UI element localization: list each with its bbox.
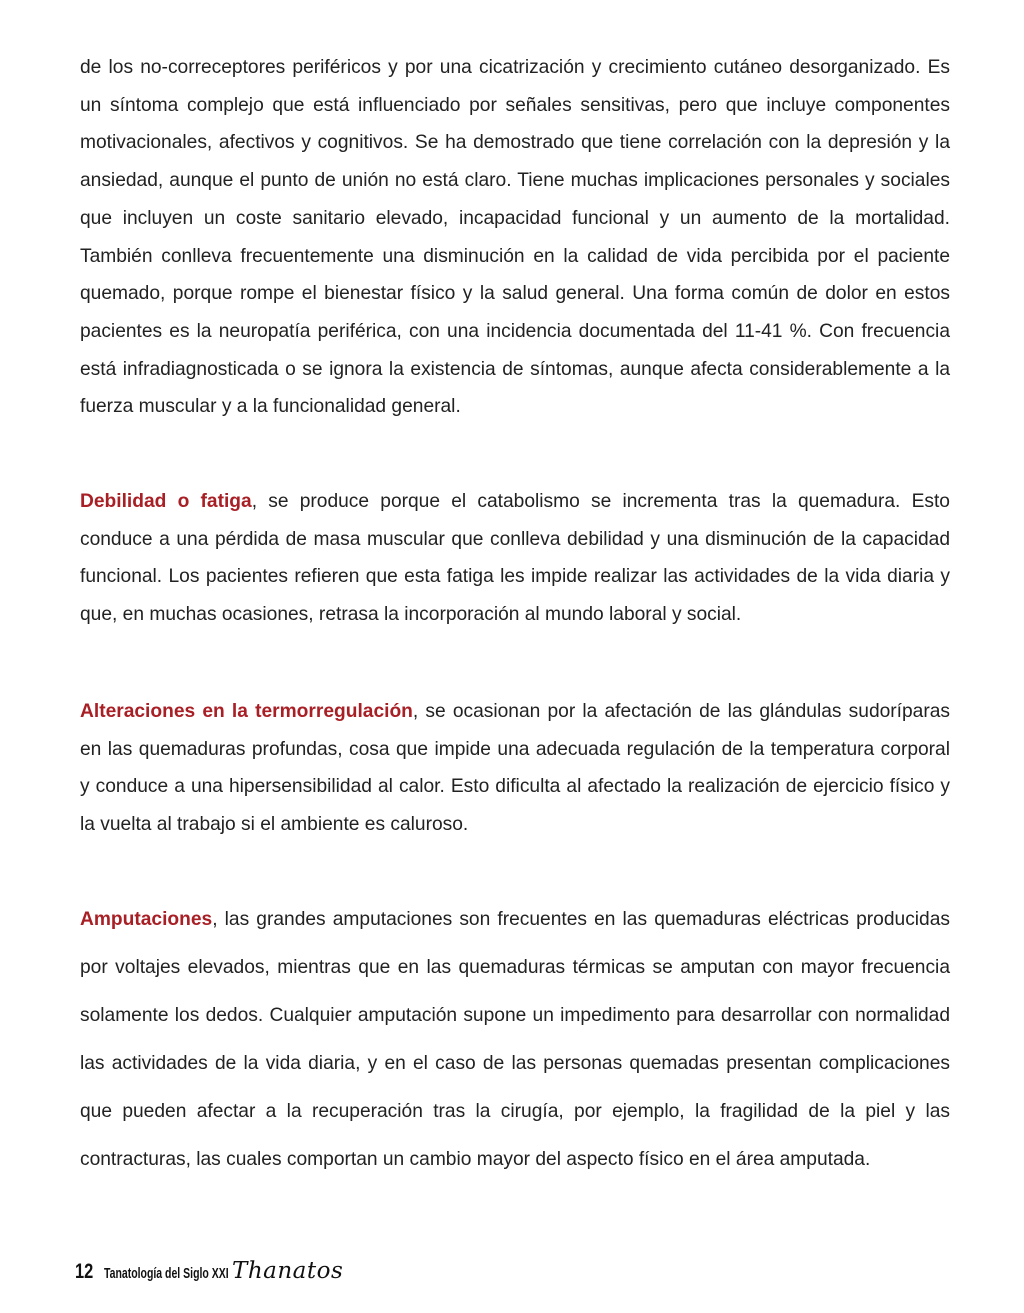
term-amputaciones: Amputaciones <box>80 909 213 930</box>
paragraph-pain-continuation: de los no-correceptores periféricos y por una cicatrización y crecimiento cutáneo desorganizado. Es un síntoma complejo que está influenciado por señales sensitivas, pero que incluye componentes motivacionales, afectivos y cognitivos. Se ha demostrado que tiene correlación con la depresión y la ansiedad, aunque el punto de unión no está claro. Tiene muchas implicaciones personales y sociales que incluyen un coste sanitario elevado, incapacidad funcional y un aumento de la mortalidad. También conlleva frecuentemente una disminución en la calidad de vida percibida por el paciente quemado, porque rompe el bienestar físico y la salud general. Una forma común de dolor en estos pacientes es la neuropatía periférica, con una incidencia documentada del 11-41 %. Con frecuencia está infradiagnosticada o se ignora la existencia de síntomas, aunque afecta considerablemente a la fuerza muscular y a la funcionalidad general. <box>80 57 950 418</box>
paragraph-amputaciones <box>80 896 950 1185</box>
page-number: 12 <box>75 1260 94 1283</box>
paragraph-amputaciones-text: , las grandes amputaciones son frecuentes en las quemaduras eléctricas producidas por voltajes elevados, mientras que en las quemaduras térmicas se amputan con mayor frecuencia solamente los dedos. Cualquier amputación supone un impedimento para desarrollar con normalidad las actividades de la vida diaria, y en el caso de las personas quemadas presentan complicaciones que pueden afectar a la recuperación tras la cirugía, por ejemplo, la fragilidad de la piel y las contracturas, las cuales comportan un cambio mayor del aspecto físico en el área amputada. <box>80 909 950 1171</box>
thanatos-logo: Thanatos <box>232 1258 344 1284</box>
paragraph-termorregulacion <box>80 693 950 844</box>
journal-name: Tanatología del Siglo XXI <box>104 1265 229 1282</box>
term-debilidad: Debilidad o fatiga <box>80 491 252 512</box>
page-footer <box>75 1258 343 1298</box>
paragraph-debilidad <box>80 483 950 634</box>
paragraph-debilidad-text: , se produce porque el catabolismo se incrementa tras la quemadura. Esto conduce a una pérdida de masa muscular que conlleva debilidad y una disminución de la capacidad funcional. Los pacientes refieren que esta fatiga les impide realizar las actividades de la vida diaria y que, en muchas ocasiones, retrasa la incorporación al mundo laboral y social. <box>80 491 950 626</box>
paragraph-termorregulacion-text: , se ocasionan por la afectación de las glándulas sudoríparas en las quemaduras profundas, cosa que impide una adecuada regulación de la temperatura corporal y conduce a una hipersensibilidad al calor. Esto dificulta al afectado la realización de ejercicio físico y la vuelta al trabajo si el ambiente es caluroso. <box>80 701 950 836</box>
term-termorregulacion: Alteraciones en la termorregulación <box>80 701 413 722</box>
